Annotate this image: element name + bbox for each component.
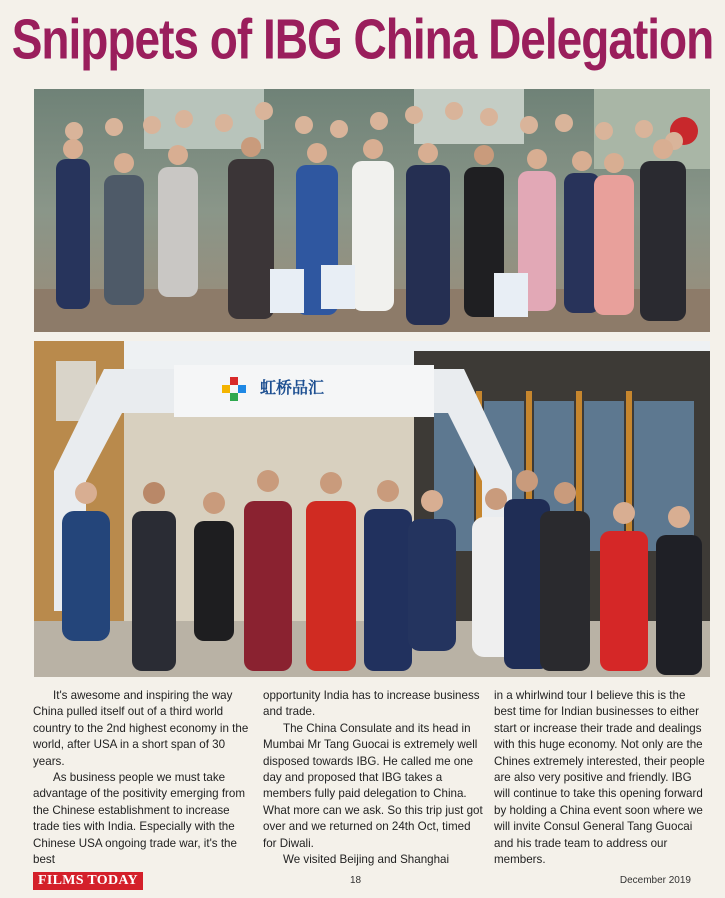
article-column-3 <box>494 688 709 868</box>
paragraph: in a whirlwind tour I believe this is the best time for Indian businesses to either start or increase their trade and dealings with this huge economy. Not only are the Chines extremely interested, their people are also very positive and friendly. IBG will continue to take this opening forward by holding a China event soon where we will invite Consul General Tang Guocai and his trade team to address our members. <box>494 689 705 867</box>
article-body <box>0 688 725 868</box>
article-column-2 <box>263 688 483 868</box>
paragraph: As business people we must take advantage of the positivity emerging from the Chinese establishment to increase trade ties with India. Especially with the Chinese USA ongoing trade war, it's the best <box>33 771 246 867</box>
paragraph: The China Consulate and its head in Mumbai Mr Tang Guocai is extremely well disposed towards IBG. He called me one day and proposed that IBG takes a members fully paid delegation to China. What more can we ask. So this trip just got over and we returned on 24th Oct, timed for Diwali. <box>263 721 483 850</box>
issue-date: December 2019 <box>619 875 691 886</box>
paragraph: We visited Beijing and Shanghai <box>283 853 450 867</box>
page-footer <box>0 872 725 892</box>
arch-sign-text: 虹桥品汇 <box>260 378 325 397</box>
page-number: 18 <box>350 875 362 886</box>
paragraph: It's awesome and inspiring the way China pulled itself out of a third world country to the 2nd highest economy in the world, after USA in a short span of 30 years. <box>33 689 249 768</box>
magazine-logo: FILMS TODAY <box>33 872 143 890</box>
article-column-1 <box>33 688 251 868</box>
group-photo-lobby <box>34 89 710 332</box>
paragraph: opportunity India has to increase business and trade. <box>263 689 480 719</box>
group-photo-hongqiao-arch <box>34 341 710 677</box>
page-title: Snippets of IBG China Delegation <box>11 7 714 71</box>
